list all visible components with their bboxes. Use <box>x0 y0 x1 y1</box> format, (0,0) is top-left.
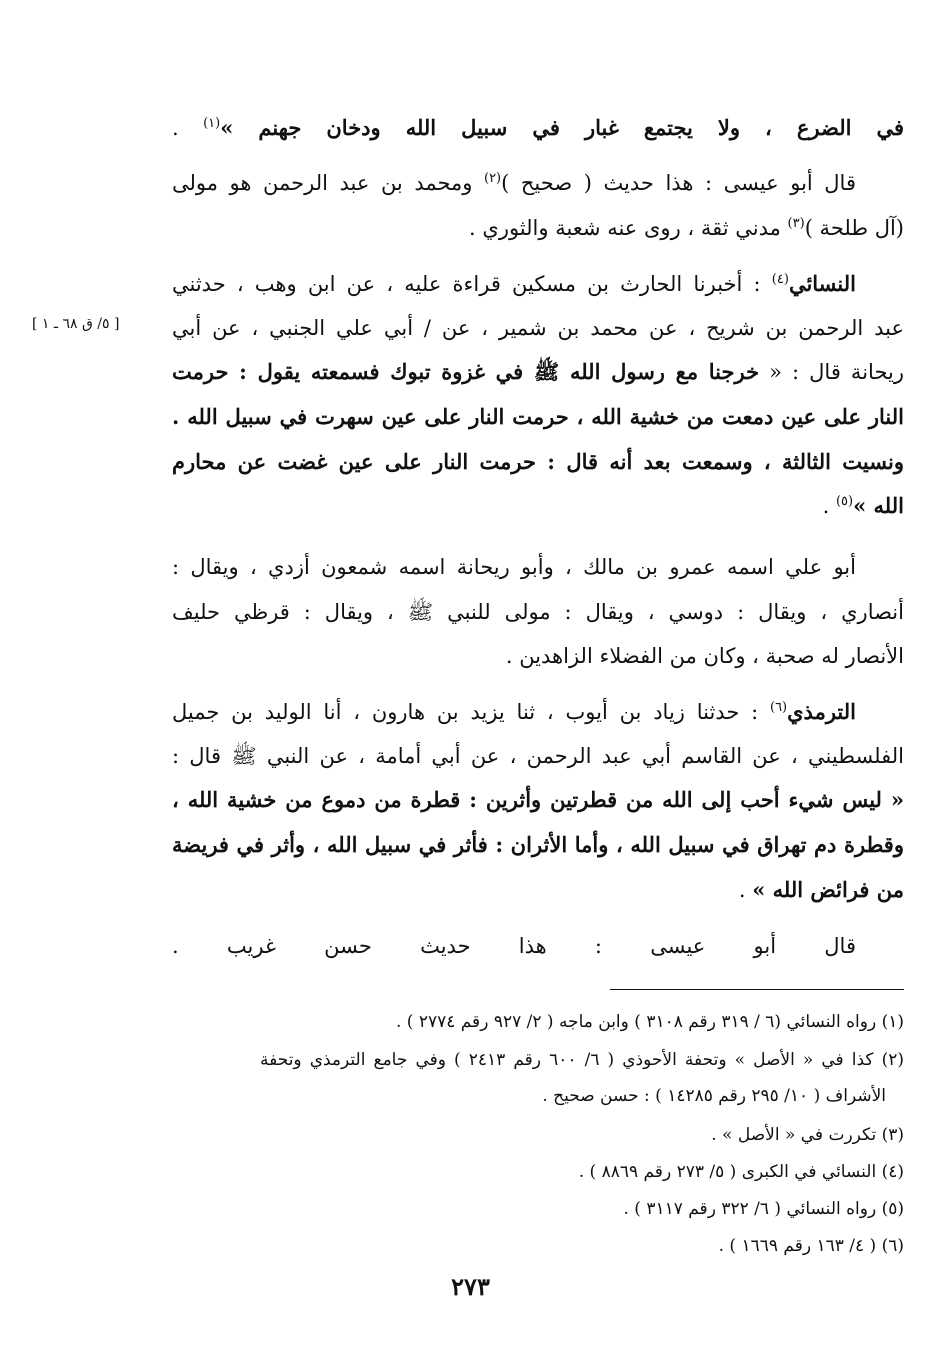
text-segment: الترمذي <box>787 699 856 724</box>
text-segment: : أخبرنا الحارث بن مسكين قراءة عليه ، عن ابن وهب ، حدثني <box>172 272 772 296</box>
footnote: (٤) النسائي في الكبرى ( ٥/ ٢٧٣ رقم ٨٨٦٩ ) . <box>578 1162 904 1182</box>
footnote-marker: (٤) <box>771 272 789 287</box>
text-segment: أنصاري ، ويقال : دوسي ، ويقال : مولى للنبي ﷺ ، ويقال : قرظي حليف <box>172 600 904 624</box>
text-segment: . <box>172 116 204 140</box>
page-number: ٢٧٣ <box>451 1272 490 1301</box>
footnote-marker: (٥) <box>835 494 854 509</box>
text-segment: النار على عين دمعت من خشية الله ، حرمت النار على عين سهرت في سبيل الله . <box>172 404 904 429</box>
text-segment: ومحمد بن عبد الرحمن هو مولى <box>172 171 484 195</box>
text-segment: من فرائض الله » <box>752 877 904 902</box>
text-segment: « ليس شيء أحب إلى الله من قطرتين وأثرين : قطرة من دموع من خشية الله ، <box>172 787 904 812</box>
footnote: الأشراف ( ١٠/ ٢٩٥ رقم ١٤٢٨٥ ) : حسن صحيح . <box>542 1086 886 1106</box>
footnote: (١) رواه النسائي (٦ / ٣١٩ رقم ٣١٠٨ ) وابن ماجه ( ٢/ ٩٢٧ رقم ٢٧٧٤ ) . <box>395 1012 904 1032</box>
text-segment: ريحانة قال : « <box>759 360 904 384</box>
footnote-marker: (١) <box>203 116 221 131</box>
text-segment: : حدثنا زياد بن أيوب ، ثنا يزيد بن هارون ، أنا الوليد بن جميل <box>172 700 770 724</box>
footnote-marker: (٢) <box>483 171 502 186</box>
text-segment: عبد الرحمن بن شريح ، عن محمد بن شمير ، عن / أبي علي الجنبي ، عن أبي <box>172 316 904 340</box>
text-segment: . <box>738 878 753 902</box>
text-segment: قال أبو عيسى : هذا حديث ( صحيح ) <box>501 171 856 195</box>
text-segment: أبو علي اسمه عمرو بن مالك ، وأبو ريحانة اسمه شمعون أزدي ، ويقال : <box>172 555 856 579</box>
footnote: (٢) كذا في « الأصل » وتحفة الأحوذي ( ٦/ ٦٠٠ رقم ٢٤١٣ ) وفي جامع الترمذي وتحفة <box>260 1050 904 1070</box>
footnote-marker: (٦) <box>769 700 788 715</box>
text-segment: وقطرة دم تهراق في سبيل الله ، وأما الأثران : فأثر في سبيل الله ، وأثر في فريضة <box>172 832 904 857</box>
footnote: (٥) رواه النسائي ( ٦/ ٣٢٢ رقم ٣١١٧ ) . <box>623 1199 904 1219</box>
footnote: (٣) تكررت في « الأصل » . <box>711 1125 904 1145</box>
footnote: (٦) ( ٤/ ١٦٣ رقم ١٦٦٩ ) . <box>718 1236 904 1256</box>
footnote-marker: (٣) <box>787 216 805 231</box>
text-segment: قال أبو عيسى : هذا حديث حسن غريب . <box>172 934 856 958</box>
text-segment: الله » <box>853 493 904 518</box>
footnotes <box>260 0 904 1260</box>
text-segment: مدني ثقة ، روى عنه شعبة والثوري . <box>469 216 788 240</box>
text-segment: الفلسطيني ، عن القاسم أبي عبد الرحمن ، عن أبي أمامة ، عن النبي ﷺ قال : <box>172 744 904 768</box>
margin-reference: [ ٥/ ق ٦٨ ـ ١ ] <box>32 316 120 332</box>
text-segment: ونسيت الثالثة ، وسمعت بعد أنه قال : حرمت النار على عين غضت عن محارم <box>172 449 904 474</box>
text-segment: (آل طلحة ) <box>804 216 904 240</box>
text-segment: النسائي <box>788 271 856 296</box>
text-segment: الأنصار له صحبة ، وكان من الفضلاء الزاهدين . <box>505 644 904 668</box>
text-segment: خرجنا مع رسول الله ﷺ في غزوة تبوك فسمعته يقول : حرمت <box>172 359 760 384</box>
text-segment: في الضرع ، ولا يجتمع غبار في سبيل الله ودخان جهنم » <box>220 115 904 140</box>
text-segment: . <box>822 494 836 518</box>
